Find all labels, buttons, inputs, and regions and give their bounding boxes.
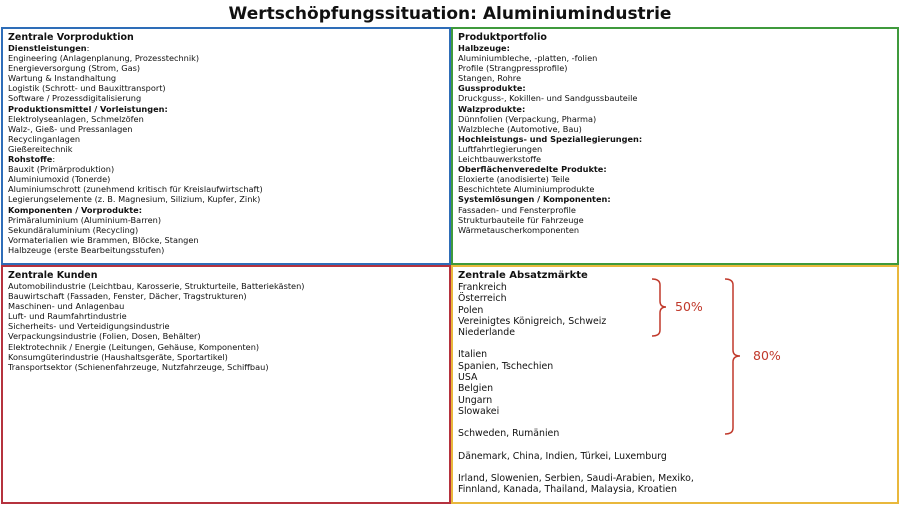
roh-colon: : — [52, 154, 56, 165]
list-item: Sekundäraluminium (Recycling) — [8, 224, 139, 235]
vorproduktion-heading: Zentrale Vorproduktion — [8, 32, 134, 43]
list-item: Legierungselemente (z. B. Magnesium, Silizium, Kupfer, Zink) — [8, 194, 261, 205]
group-label-text: Systemlösungen / Komponenten: — [458, 194, 611, 205]
list-item: Stangen, Rohre — [458, 73, 521, 84]
dienst-label: Dienstleistungen — [8, 43, 87, 53]
list-item: Vormaterialien wie Brammen, Blöcke, Stangen — [8, 234, 199, 245]
list-item: Luftfahrtlegierungen — [458, 143, 543, 154]
group-label-text: Halbzeuge: — [458, 43, 510, 53]
list-item: Fassaden- und Fensterprofile — [458, 204, 576, 215]
list-item: Recyclinganlagen — [8, 133, 81, 144]
group-label-text: Walzprodukte: — [458, 103, 526, 114]
market-item: Belgien — [458, 383, 494, 395]
market-item: Ungarn — [458, 394, 493, 406]
list-item: Software / Prozessdigitalisierung — [8, 93, 142, 104]
list-item: Primäraluminium (Aluminium-Barren) — [8, 214, 162, 225]
bracket-50 — [652, 279, 666, 336]
list-item: Halbzeuge (erste Bearbeitungsstufen) — [8, 244, 165, 255]
market-item: Finnland, Kanada, Thailand, Malaysia, Kroatien — [458, 484, 677, 496]
market-item: Spanien, Tschechien — [458, 360, 554, 372]
share-label-50: 50% — [675, 299, 703, 314]
list-item: Konsumgüterindustrie (Haushaltsgeräte, Sportartikel) — [8, 351, 228, 362]
list-item: Logistik (Schrott- und Bauxittransport) — [8, 83, 166, 94]
group-label-text: Hochleistungs- und Speziallegierungen: — [458, 133, 643, 144]
list-item: Eloxierte (anodisierte) Teile — [458, 174, 570, 185]
list-item: Elektrotechnik / Energie (Leitungen, Gehäuse, Komponenten) — [8, 341, 260, 352]
list-item: Walz-, Gieß- und Pressanlagen — [8, 123, 133, 134]
list-item: Engineering (Anlagenplanung, Prozesstechnik) — [8, 53, 200, 64]
list-item: Bauxit (Primärproduktion) — [8, 164, 115, 175]
list-item: Wartung & Instandhaltung — [8, 73, 117, 84]
list-item: Maschinen- und Anlagenbau — [8, 301, 125, 312]
market-item: Niederlande — [458, 327, 515, 339]
list-item: Verpackungsindustrie (Folien, Dosen, Behälter) — [8, 331, 201, 342]
market-item: Schweden, Rumänien — [458, 428, 560, 440]
group-label-text: Gussprodukte: — [458, 83, 526, 94]
market-item: Slowakei — [458, 405, 500, 417]
komp-label: Komponenten / Vorprodukte: — [8, 204, 142, 215]
group-label-text: Oberflächenveredelte Produkte: — [458, 164, 607, 175]
market-item: Vereinigtes Königreich, Schweiz — [458, 315, 607, 327]
list-item: Luft- und Raumfahrtindustrie — [8, 311, 127, 322]
roh-label: Rohstoffe — [8, 154, 53, 165]
market-item: Österreich — [458, 293, 507, 305]
list-item: Sicherheits- und Verteidigungsindustrie — [8, 321, 170, 332]
list-item: Aluminiumschrott (zunehmend kritisch für Kreislaufwirtschaft) — [8, 184, 263, 195]
dienst-colon: : — [86, 43, 90, 53]
list-item: Elektrolyseanlagen, Schmelzöfen — [8, 113, 144, 124]
list-item: Profile (Strangpressprofile) — [458, 63, 568, 74]
list-item: Aluminiumbleche, -platten, -folien — [458, 53, 598, 64]
list-item: Automobilindustrie (Leichtbau, Karosserie, Strukturteile, Batteriekästen) — [8, 281, 305, 291]
list-item: Bauwirtschaft (Fassaden, Fenster, Dächer, Tragstrukturen) — [8, 291, 247, 302]
market-item: Irland, Slowenien, Serbien, Saudi-Arabien, Mexiko, — [458, 472, 694, 484]
mittel-label: Produktionsmittel / Vorleistungen: — [8, 103, 168, 114]
list-item: Leichtbauwerkstoffe — [458, 154, 542, 165]
list-item: Beschichtete Aluminiumprodukte — [458, 184, 595, 195]
page-title: Wertschöpfungssituation: Aluminiumindustrie — [228, 4, 672, 24]
share-label-80: 80% — [753, 348, 781, 363]
list-item: Dünnfolien (Verpackung, Pharma) — [458, 113, 597, 124]
list-item: Aluminiumoxid (Tonerde) — [8, 174, 111, 185]
market-item: USA — [458, 372, 478, 384]
portfolio-heading: Produktportfolio — [458, 32, 547, 43]
list-item: Walzbleche (Automotive, Bau) — [458, 123, 582, 134]
bracket-80 — [725, 279, 740, 434]
market-item: Frankreich — [458, 282, 507, 293]
list-item: Gießereitechnik — [8, 143, 73, 154]
maerkte-heading: Zentrale Absatzmärkte — [458, 270, 588, 281]
list-item: Transportsektor (Schienenfahrzeuge, Nutzfahrzeuge, Schiffbau) — [8, 361, 269, 372]
kunden-heading: Zentrale Kunden — [8, 270, 98, 281]
market-item: Polen — [458, 304, 484, 316]
list-item: Druckguss-, Kokillen- und Sandgussbauteile — [458, 93, 638, 104]
list-item: Wärmetauscherkomponenten — [458, 224, 580, 235]
market-item: Italien — [458, 349, 488, 361]
list-item: Energieversorgung (Strom, Gas) — [8, 63, 141, 74]
list-item: Strukturbauteile für Fahrzeuge — [458, 214, 584, 225]
market-item: Dänemark, China, Indien, Türkei, Luxemburg — [458, 450, 667, 462]
